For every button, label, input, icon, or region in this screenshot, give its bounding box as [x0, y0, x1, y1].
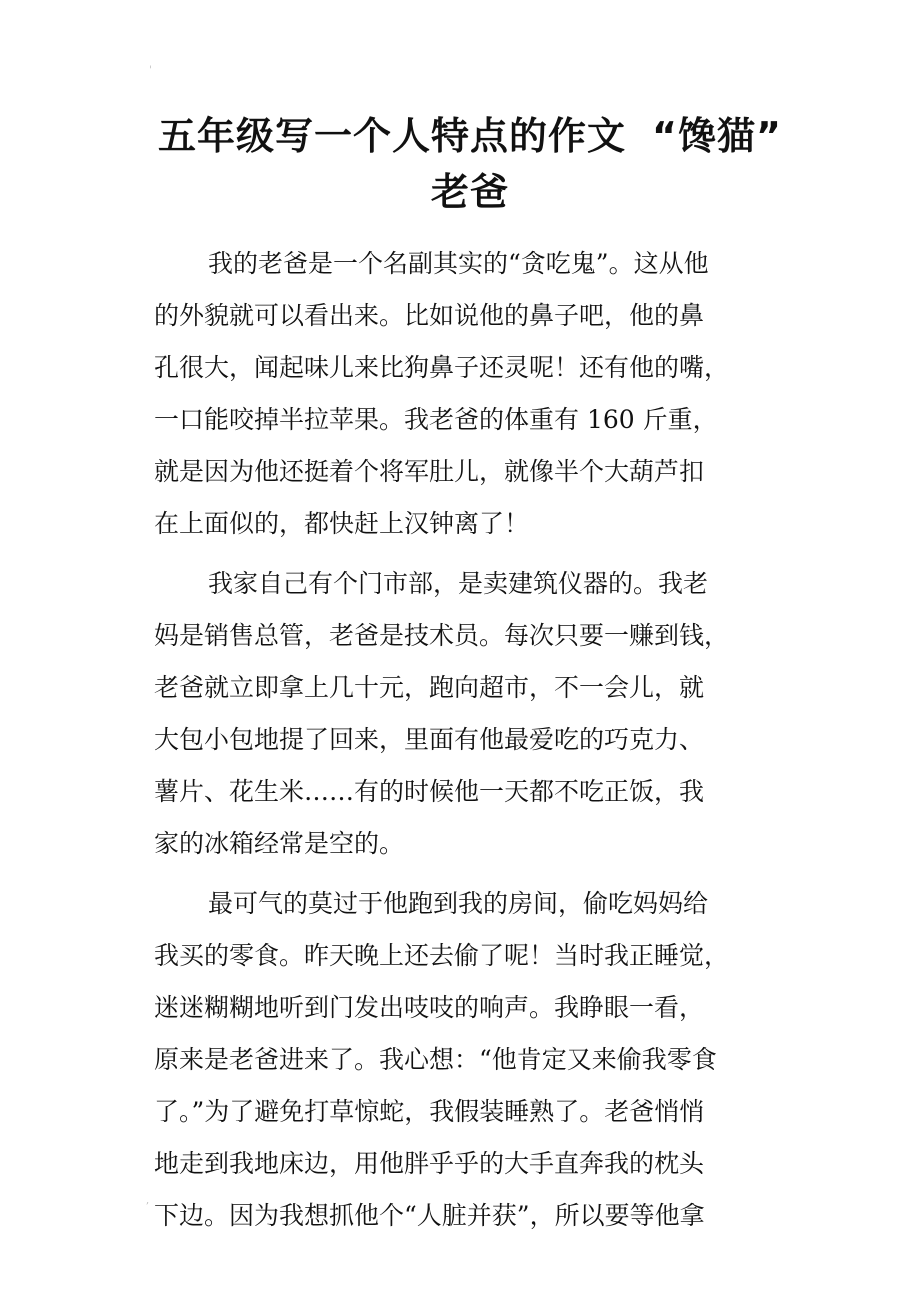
text-line: 孔很大，闻起味儿来比狗鼻子还灵呢！还有他的嘴，: [154, 353, 730, 382]
corner-mark-top: ': [149, 65, 152, 76]
corner-mark-bottom: ,: [146, 1195, 150, 1206]
text-line: 就是因为他还挺着个将军肚儿，就像半个大葫芦扣: [154, 457, 705, 486]
text-line: 我家自己有个门市部，是卖建筑仪器的。我老: [208, 569, 709, 598]
text-line: 妈是销售总管，老爸是技术员。每次只要一赚到钱，: [154, 621, 730, 650]
page-title: [130, 108, 810, 220]
paragraph-2: [154, 558, 784, 870]
title-line-2: 老爸: [430, 170, 509, 214]
title-part-2: “馋猫”: [652, 114, 782, 158]
paragraph-1: [154, 238, 784, 550]
text-line: 在上面似的，都快赶上汉钟离了！: [154, 509, 530, 538]
title-line-1: [130, 108, 810, 164]
text-line: 老爸就立即拿上几十元，跑向超市，不一会儿，就: [154, 673, 705, 702]
text-line: 的外貌就可以看出来。比如说他的鼻子吧，他的鼻: [154, 301, 705, 330]
text-line: 我的老爸是一个名副其实的“贪吃鬼”。这从他: [208, 249, 709, 278]
text-line: 大包小包地提了回来，里面有他最爱吃的巧克力、: [154, 725, 705, 754]
text-line: 家的冰箱经常是空的。: [154, 829, 405, 858]
text-line: 迷迷糊糊地听到门发出吱吱的响声。我睁眼一看，: [154, 993, 705, 1022]
text-line: 原来是老爸进来了。我心想：“他肯定又来偷我零食: [154, 1045, 717, 1074]
essay-body: [154, 238, 784, 1250]
text-line: 地走到我地床边，用他胖乎乎的大手直奔我的枕头: [154, 1149, 705, 1178]
text-line: 我买的零食。昨天晚上还去偷了呢！当时我正睡觉，: [154, 941, 730, 970]
paragraph-3: [154, 878, 784, 1242]
text-line: 薯片、花生米……有的时候他一天都不吃正饭，我: [154, 777, 705, 806]
text-line: 最可气的莫过于他跑到我的房间，偷吃妈妈给: [208, 889, 709, 918]
title-part-1: 五年级写一个人特点的作文: [158, 114, 627, 158]
text-line: 了。”为了避免打草惊蛇，我假装睡熟了。老爸悄悄: [154, 1097, 705, 1126]
text-line: 一口能咬掉半拉苹果。我老爸的体重有 160 斤重，: [154, 405, 718, 434]
text-line: 下边。因为我想抓他个“人脏并获”，所以要等他拿: [154, 1201, 705, 1230]
